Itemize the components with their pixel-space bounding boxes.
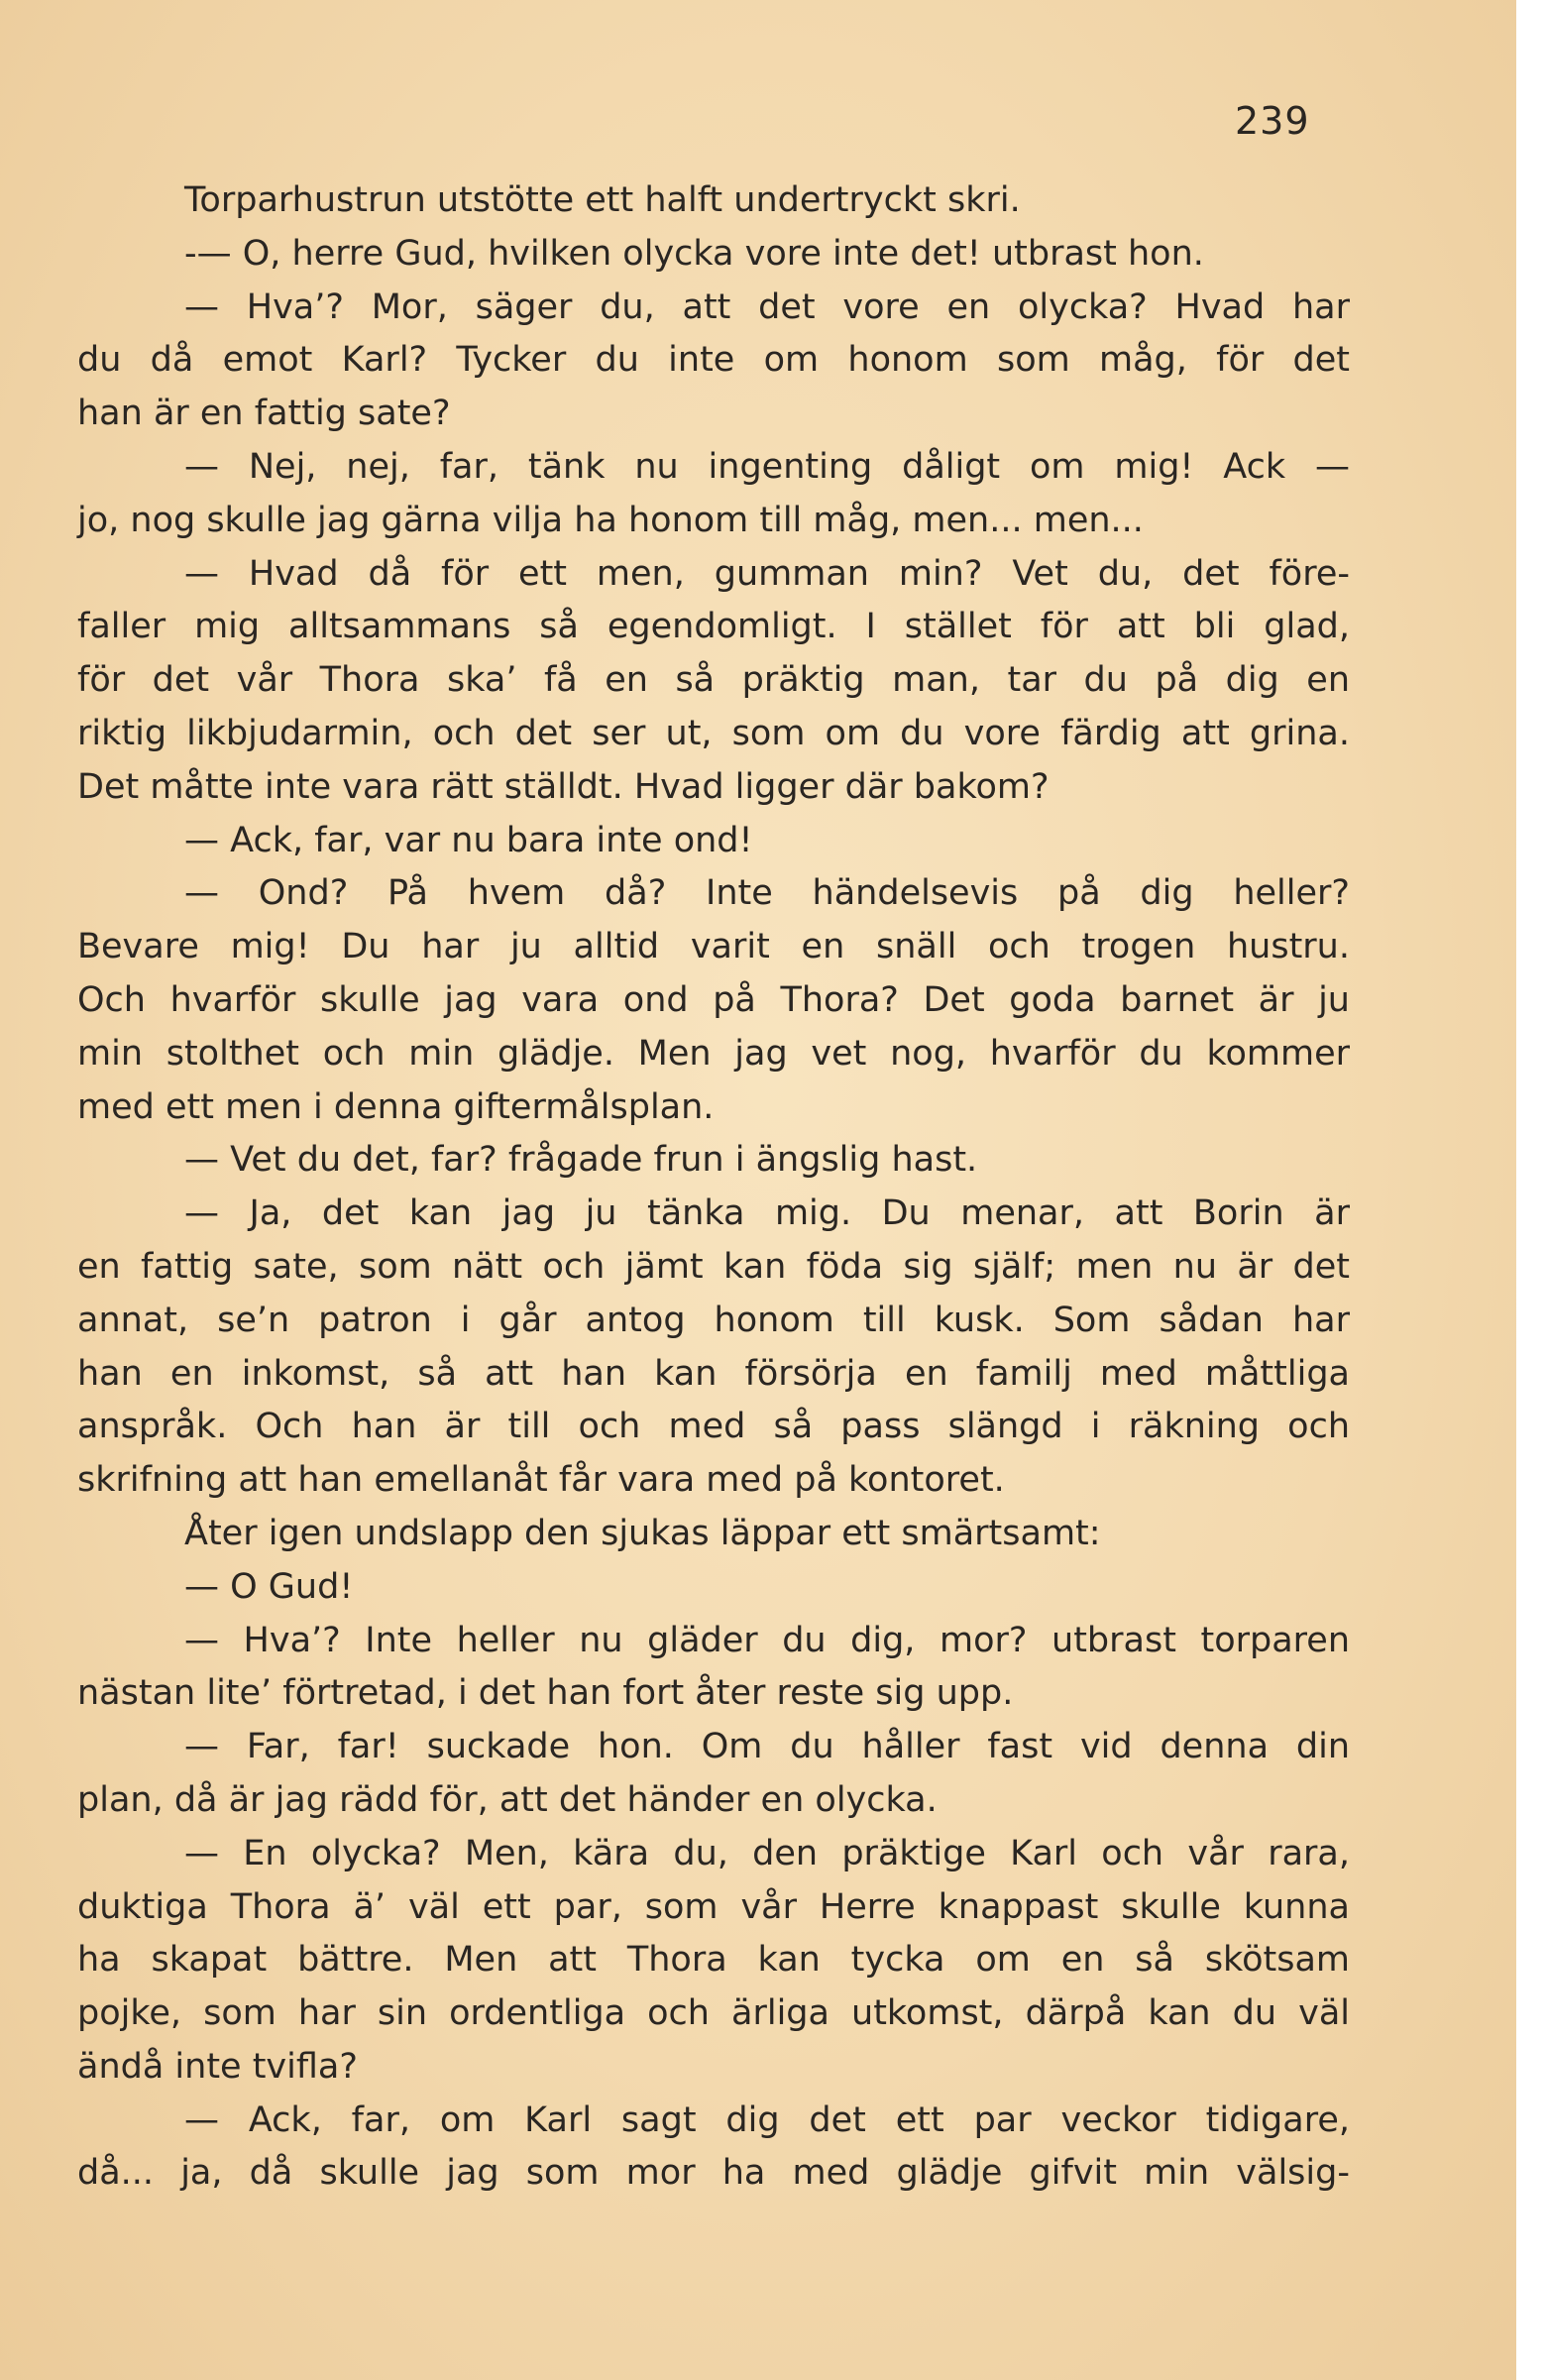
text-line: — Vet du det, far? frågade frun i ängslig hast. (184, 1140, 978, 1181)
text-line: -— O, herre Gud, hvilken olycka vore inte det! utbrast hon. (184, 233, 1204, 274)
text-line: riktig likbjudarmin, och det ser ut, som om du vore färdig att grina. (77, 713, 1350, 753)
text-line: en fattig sate, som nätt och jämt kan föda sig själf; men nu är det (77, 1246, 1350, 1287)
text-line: duktiga Thora ä’ väl ett par, som vår Herre knappast skulle kunna (77, 1886, 1350, 1927)
text-line: med ett men i denna giftermålsplan. (77, 1086, 715, 1127)
text-line: min stolthet och min glädje. Men jag vet nog, hvarför du kommer (77, 1033, 1350, 1074)
text-line: för det vår Thora ska’ få en så präktig man, tar du på dig en (77, 660, 1350, 701)
text-line: — Ack, far, om Karl sagt dig det ett par veckor tidigare, (184, 2099, 1350, 2140)
page-number: 239 (1235, 99, 1310, 143)
text-line: — Hvad då för ett men, gumman min? Vet du, det före- (184, 553, 1350, 594)
text-line: anspråk. Och han är till och med så pass slängd i räkning och (77, 1407, 1350, 1447)
text-line: — Hva’? Mor, säger du, att det vore en olycka? Hvad har (184, 286, 1350, 327)
text-line: — Far, far! suckade hon. Om du håller fast vid denna din (184, 1727, 1350, 1767)
text-line: — En olycka? Men, kära du, den präktige Karl och vår rara, (184, 1833, 1350, 1873)
text-line: annat, se’n patron i går antog honom till kusk. Som sådan har (77, 1300, 1350, 1340)
text-line: — Ja, det kan jag ju tänka mig. Du menar, att Borin är (184, 1193, 1350, 1234)
text-line: — Hva’? Inte heller nu gläder du dig, mor? utbrast torparen (184, 1620, 1350, 1660)
text-line: faller mig alltsammans så egendomligt. I stället för att bli glad, (77, 607, 1350, 647)
text-line: jo, nog skulle jag gärna vilja ha honom till måg, men... men... (77, 500, 1144, 540)
text-line: skrifning att han emellanåt får vara med på kontoret. (77, 1460, 1005, 1501)
text-line: Åter igen undslapp den sjukas läppar ett smärtsamt: (184, 1513, 1101, 1553)
text-line: — O Gud! (184, 1566, 354, 1607)
scan-margin (1516, 0, 1548, 2380)
text-line: då... ja, då skulle jag som mor ha med glädje gifvit min välsig- (77, 2153, 1350, 2194)
text-line: Och hvarför skulle jag vara ond på Thora? Det goda barnet är ju (77, 979, 1350, 1020)
text-line: han en inkomst, så att han kan försörja en familj med måttliga (77, 1353, 1350, 1394)
text-line: Torparhustrun utstötte ett halft undertryckt skri. (184, 180, 1021, 220)
text-line: ändå inte tvifla? (77, 2046, 358, 2087)
text-line: pojke, som har sin ordentliga och ärliga utkomst, därpå kan du väl (77, 1993, 1350, 2034)
text-line: Bevare mig! Du har ju alltid varit en snäll och trogen hustru. (77, 927, 1350, 967)
text-line: plan, då är jag rädd för, att det händer en olycka. (77, 1779, 938, 1820)
text-line: — Ack, far, var nu bara inte ond! (184, 820, 753, 860)
text-line: — Nej, nej, far, tänk nu ingenting dåligt om mig! Ack — (184, 446, 1350, 487)
text-line: — Ond? På hvem då? Inte händelsevis på dig heller? (184, 873, 1350, 914)
text-line: du då emot Karl? Tycker du inte om honom som måg, för det (77, 340, 1350, 381)
text-line: nästan lite’ förtretad, i det han fort åter reste sig upp. (77, 1673, 1014, 1714)
text-line: Det måtte inte vara rätt ställdt. Hvad ligger där bakom? (77, 766, 1050, 807)
text-line: ha skapat bättre. Men att Thora kan tycka om en så skötsam (77, 1940, 1350, 1981)
text-line: han är en fattig sate? (77, 394, 451, 434)
body-text (77, 174, 1350, 2201)
